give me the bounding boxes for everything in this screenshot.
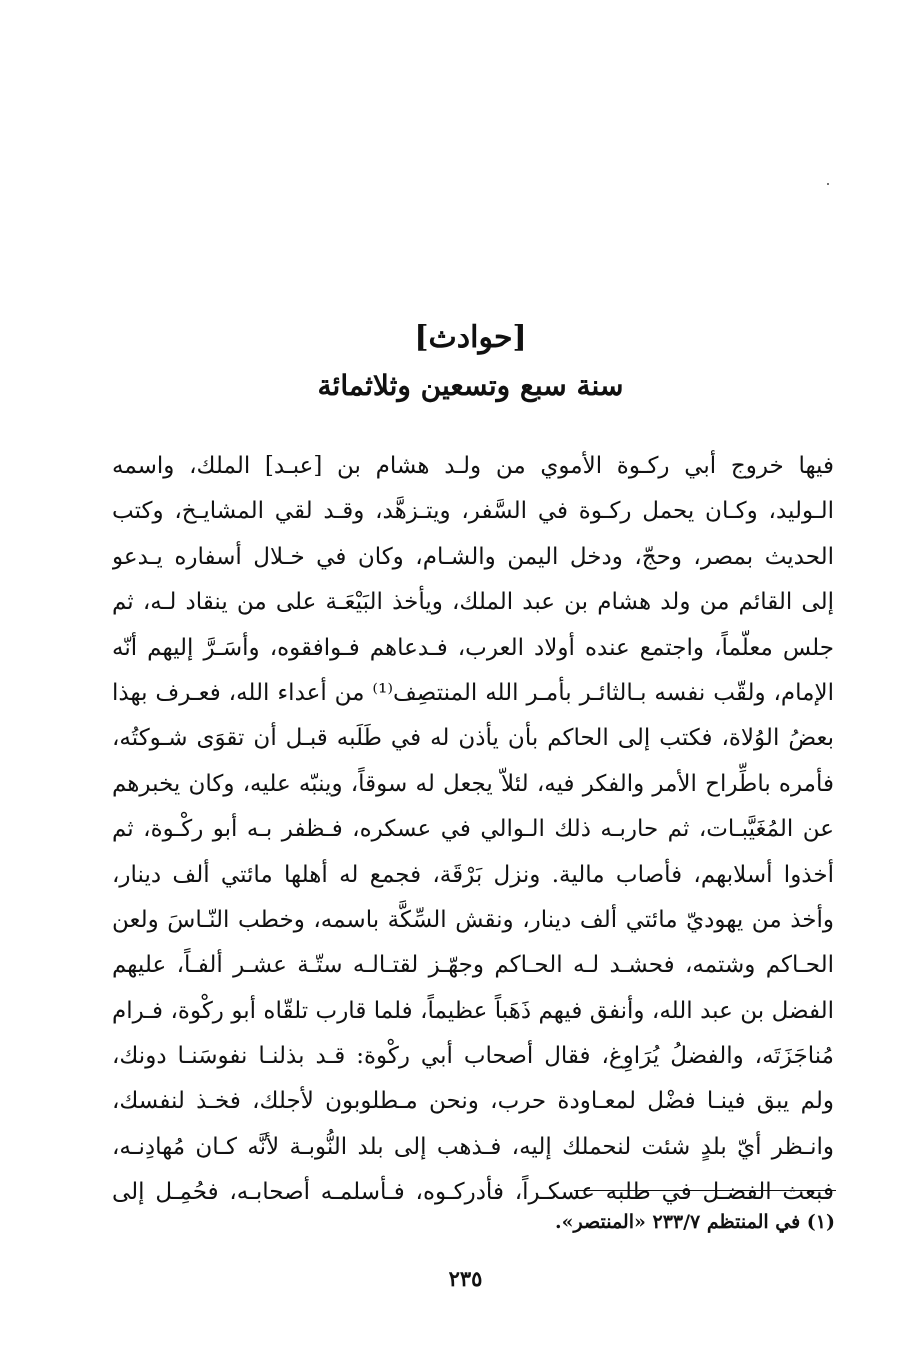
year-heading: سنة سبع وتسعين وثلاثمائة xyxy=(317,369,624,402)
section-heading: [حوادث] xyxy=(414,320,527,355)
body-line-6: الإمام، ولقّب نفسه بـالثائـر بأمـر الله المنتصِف⁽¹⁾ من أعداء الله، فعـرف بهذا xyxy=(112,679,834,706)
body-line-4: إلى القائم من ولد هشام بن عبد الملك، ويأخذ البَيْعَـة على من ينقاد لـه، ثم xyxy=(112,589,834,616)
body-line-8: فأمره باطِّراح الأمر والفكر فيه، لئلاّ يجعل له سوقاً، وينبّه عليه، وكان يخبرهم xyxy=(112,770,834,797)
body-line-15: ولم يبق فينـا فضْل لمعـاودة حرب، ونحن مـطلوبون لأجلك، فخـذ لنفسك، xyxy=(112,1088,834,1115)
body-line-2: الـوليد، وكـان يحمل ركـوة في السَّفر، ويتـزهَّد، وقـد لقي المشايـخ، وكتب xyxy=(112,498,834,525)
body-text xyxy=(112,444,834,1216)
body-line-3: الحديث بمصر، وحجّ، ودخل اليمن والشـام، وكان في خـلال أسفاره يـدعو xyxy=(112,543,834,570)
body-line-7: بعضُ الوُلاة، فكتب إلى الحاكم بأن يأذن له في طَلَبه قبـل أن تقوَى شـوكتُه، xyxy=(112,725,834,752)
body-line-9: عن المُغَيَّبـات، ثم حاربـه ذلك الـوالي في عسكره، فـظفر بـه أبو ركْـوة، ثم xyxy=(112,816,834,843)
body-line-1: فيها خروج أبي ركـوة الأموي من ولـد هشام بن [عبـد] الملك، واسمه xyxy=(112,453,834,479)
body-line-10: أخذوا أسلابهم، فأصاب مالية. ونزل بَرْقَة، فجمع له أهلها مائتي ألف دينار، xyxy=(112,861,834,888)
body-line-14: مُناجَزَتَه، والفضلُ يُرَاوِغ، فقال أصحاب أبي ركْوة: قـد بذلنـا نفوسَنـا دونك، xyxy=(112,1043,834,1070)
body-line-5: جلس معلّماً، واجتمع عنده أولاد العرب، فـدعاهم فـوافقوه، وأسَـرَّ إليهم أنّه xyxy=(112,634,834,661)
footnote-separator xyxy=(574,1190,836,1191)
scan-speck xyxy=(827,183,829,185)
body-line-13: الفضل بن عبد الله، وأنفق فيهم ذَهَباً عظيماً، فلما قارب تلقّاه أبو ركْوة، فـرام xyxy=(112,997,834,1024)
body-line-11: وأخذ من يهوديّ مائتي ألف دينار، ونقش السِّكَّة باسمه، وخطب النّـاسَ ولعن xyxy=(112,906,834,933)
body-line-17: فبعث الفضـل في طلبه عسكـراً، فأدركـوه، فـأسلمـه أصحابـه، فحُمِـل إلى xyxy=(112,1179,834,1206)
body-line-16: وانـظر أيّ بلدٍ شئت لنحملك إليه، فـذهب إلى بلد النُّوبـة لأنَّه كـان مُهادِنـه، xyxy=(112,1133,834,1160)
page-number: ٢٣٥ xyxy=(448,1266,483,1291)
footnote: (١) في المنتظم ٢٣٣/٧ «المنتصر». xyxy=(555,1211,835,1233)
body-line-12: الحـاكم وشتمه، فحشـد لـه الحـاكم وجهّـز لقتـالـه ستّـة عشـر ألفـاً، عليهم xyxy=(112,952,834,979)
